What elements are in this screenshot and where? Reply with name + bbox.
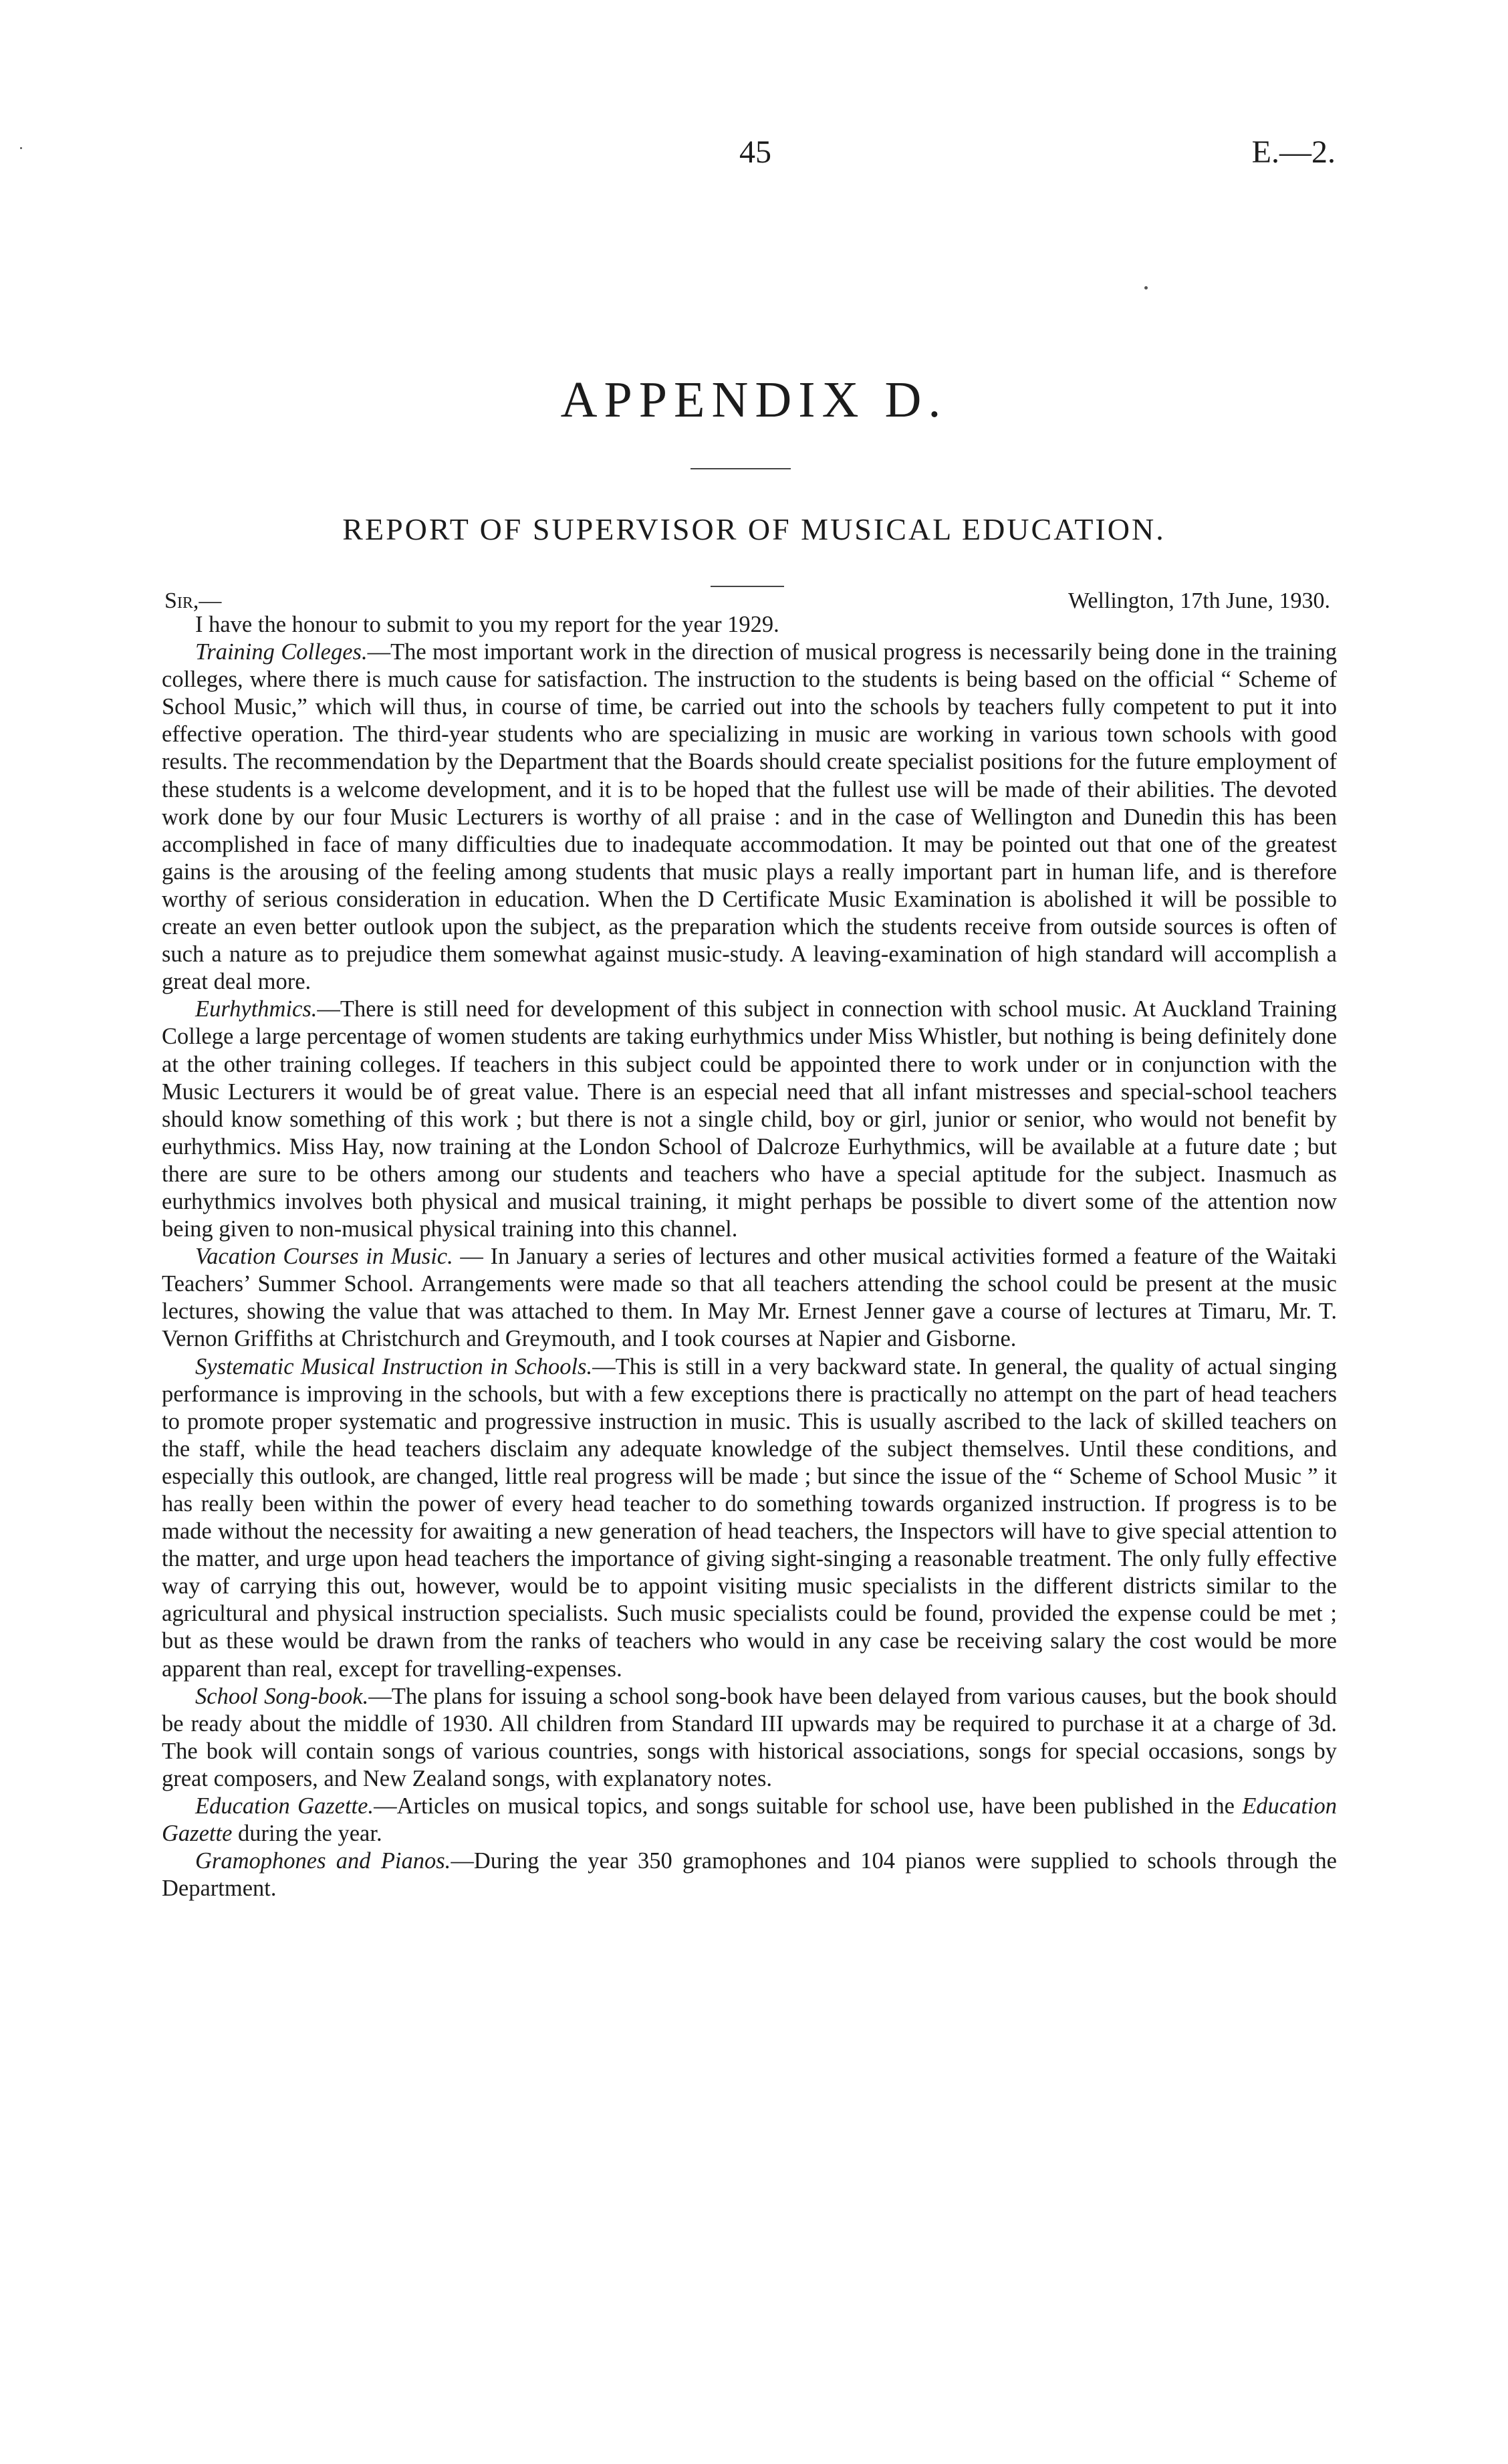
salutation: Sir,— — [164, 588, 222, 613]
paragraph-text: —The plans for issuing a school song-book have been delayed from various causes, but the book should be ready about the middle of 1930. All children from Standard III upwards may be required to purchase it at a charge of 3d. The book will contain songs of various countries, songs with historical associations, songs for special occasions, songs by great composers, and New Zealand songs, with explanatory notes. — [162, 1683, 1337, 1791]
section-heading: Systematic Musical Instruction in Schools. — [195, 1353, 593, 1379]
section-heading: Eurhythmics. — [195, 996, 318, 1022]
section-heading: Vacation Courses in Music. — [195, 1244, 453, 1270]
paragraph-eurhythmics — [162, 996, 1337, 1243]
paragraph-text: —There is still need for development of this subject in connection with school music. At Auckland Training College a large percentage of women students are taking eurhythmics under Miss Whistler, but nothing is being definitely done at the other training colleges. If teachers in this subject could be appointed there to work under or in conjunction with the Music Lecturers it would be of great value. There is an especial need that all infant mistresses and special-school teachers should know something of this work ; but there is not a single child, boy or girl, junior or senior, who would not benefit by eurhythmics. Miss Hay, now training at the London School of Dalcroze Eurhythmics, will be available at a future date ; but there are sure to be others among our students and teachers who have a special aptitude for the subject. Inasmuch as eurhythmics involves both physical and musical training, it might perhaps be possible to divert some of the attention now being given to non-musical physical training into this channel. — [162, 996, 1337, 1242]
report-title: REPORT OF SUPERVISOR OF MUSICAL EDUCATION. — [342, 512, 1166, 546]
scan-speck — [1144, 286, 1148, 290]
section-heading: School Song-book. — [195, 1683, 369, 1709]
paragraph-text: I have the honour to submit to you my report for the year 1929. — [195, 612, 779, 637]
paragraph-text: during the year. — [232, 1821, 382, 1847]
paragraph-text: —During the year 350 gramophones and 104 pianos were supplied to schools through the Department. — [162, 1848, 1337, 1902]
paragraph-text: —Articles on musical topics, and songs suitable for school use, have been published in the — [374, 1793, 1243, 1819]
paragraph-school-song-book — [162, 1683, 1337, 1793]
title-divider — [690, 468, 791, 469]
paragraph-text: —The most important work in the direction of musical progress is necessarily being done in the training colleges, where there is much cause for satisfaction. The instruction to the students is being based on the official “ Scheme of School Music,” which will thus, in course of time, be carried out into the schools by teachers fully competent to put it into effective operation. The third-year students who are specializing in music are working in various town schools with good results. The recommendation by the Department that the Boards should create specialist positions for the future employment of these students is a welcome development, and it is to be hoped that the fullest use will be made of their abilities. The devoted work done by our four Music Lecturers is worthy of all praise : and in the case of Wellington and Dunedin this has been accomplished in face of many difficulties due to inadequate accommodation. It may be pointed out that one of the greatest gains is the arousing of the feeling among students that music plays a really important part in human life, and is therefore worthy of serious consideration in education. When the D Certificate Music Examination is abolished it will be possible to create an even better outlook upon the subject, as the preparation which the students receive from outside sources is often of such a nature as to prejudice them somewhat against music-study. A leaving-examination of high standard will accomplish a great deal more. — [162, 639, 1337, 995]
paragraph-text: —This is still in a very backward state. In general, the quality of actual singing performance is improving in the schools, but with a few exceptions there is practically no attempt on the part of head teachers to promote proper systematic and progressive instruction in music. This is usually ascribed to the lack of skilled teachers on the staff, while the head teachers disclaim any adequate knowledge of the subject themselves. Until these conditions, and especially this outlook, are changed, little real progress will be made ; but since the issue of the “ Scheme of School Music ” it has really been within the power of every head teacher to do something towards organized instruction. If progress is to be made without the necessity for awaiting a new generation of head teachers, the Inspectors will have to give special attention to the matter, and urge upon head teachers the importance of giving sight-singing a reasonable treatment. The only fully effective way of carrying this out, however, would be to appoint visiting music specialists in the different districts similar to the agricultural and physical instruction specialists. Such music specialists could be found, provided the expense could be met ; but as these would be drawn from the ranks of teachers who would in any case be receiving salary the cost would be more apparent than real, except for travelling-expenses. — [162, 1353, 1337, 1682]
section-heading: Education Gazette. — [195, 1793, 374, 1819]
paragraph-intro — [162, 611, 1337, 639]
publication-title: Education Gazette — [162, 1793, 1337, 1847]
appendix-title: APPENDIX D. — [560, 372, 948, 428]
report-body — [162, 611, 1337, 1902]
page-number: 45 — [739, 134, 771, 170]
section-heading: Gramophones and Pianos. — [195, 1848, 451, 1874]
scan-speck — [20, 147, 22, 149]
paragraph-gramophones-pianos — [162, 1847, 1337, 1902]
paragraph-vacation-courses — [162, 1243, 1337, 1353]
section-heading: Training Colleges. — [195, 639, 368, 665]
paragraph-systematic-instruction — [162, 1353, 1337, 1683]
paragraph-text: — In January a series of lectures and other musical activities formed a feature of the Waitaki Teachers’ Summer School. Arrangements were made so that all teachers attending the school could be present at the music lectures, showing the value that was attached to them. In May Mr. Ernest Jenner gave a course of lectures at Timaru, Mr. T. Vernon Griffiths at Christchurch and Greymouth, and I took courses at Napier and Gisborne. — [162, 1244, 1337, 1352]
paragraph-education-gazette — [162, 1793, 1337, 1847]
dateline: Wellington, 17th June, 1930. — [1067, 588, 1330, 613]
document-code: E.—2. — [1251, 134, 1336, 170]
subtitle-divider — [711, 586, 784, 587]
paragraph-training-colleges — [162, 639, 1337, 996]
